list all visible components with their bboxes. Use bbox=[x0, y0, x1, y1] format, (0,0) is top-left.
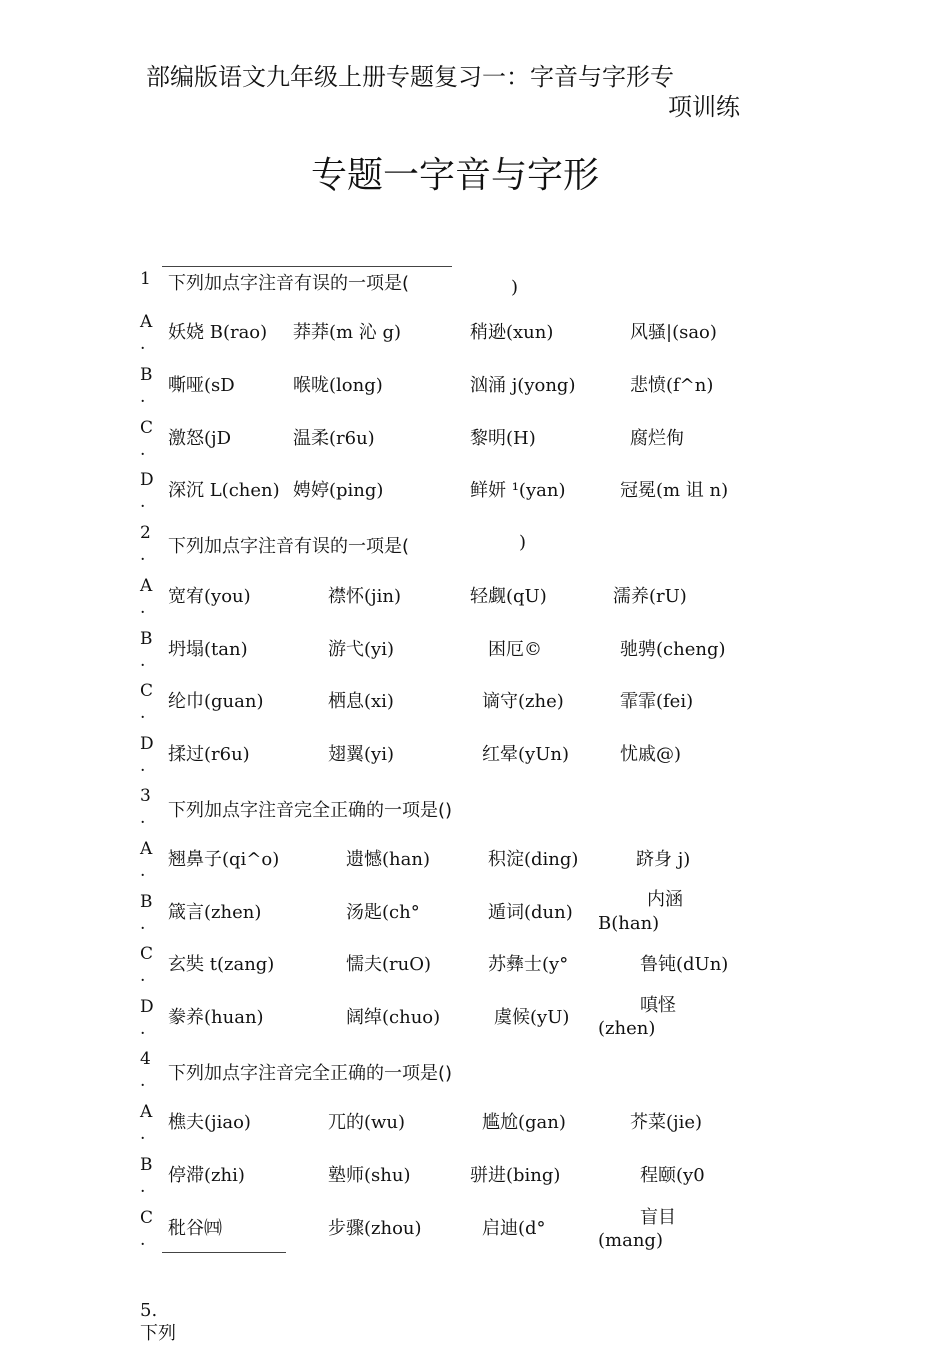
option-choice: 樵夫(jiao) bbox=[168, 1112, 251, 1133]
question-text: 下列加点字注音有误的一项是( bbox=[168, 273, 410, 294]
question-text: 下列加点字注音有误的一项是( bbox=[168, 536, 410, 557]
option-choice: 轻觑(qU) bbox=[470, 586, 547, 607]
option-choice: 冠冕(m 诅 n) bbox=[620, 480, 729, 501]
option-choice: 箴言(zhen) bbox=[168, 902, 262, 923]
option-choice: 内涵 bbox=[647, 889, 683, 910]
option-choice: 懦夫(ruO) bbox=[346, 954, 431, 975]
option-choice: 鲜妍 ¹(yan) bbox=[470, 480, 566, 501]
option-choice: 悲愤(f^n) bbox=[630, 375, 714, 396]
option-choice: 阔绰(chuo) bbox=[346, 1007, 441, 1028]
question-text: 下列加点字注音完全正确的一项是() bbox=[168, 800, 453, 821]
option-choice: 秕谷㈣ bbox=[168, 1218, 222, 1239]
question-text: 下列 bbox=[140, 1323, 176, 1344]
question-text: 下列加点字注音完全正确的一项是() bbox=[168, 1063, 453, 1084]
question-number: 3 . bbox=[140, 786, 151, 828]
option-choice: 翘鼻子(qi^o) bbox=[168, 849, 280, 870]
option-choice: 兀的(wu) bbox=[328, 1112, 406, 1133]
question-number: 1 bbox=[140, 269, 151, 289]
option-choice: 盲目 bbox=[640, 1207, 676, 1228]
option-choice: 喉咙(long) bbox=[293, 375, 383, 396]
option-choice: 停滞(zhi) bbox=[168, 1165, 245, 1186]
option-choice: 遗憾(han) bbox=[346, 849, 430, 870]
option-label: C . bbox=[140, 1208, 154, 1250]
option-choice: 玄奘 t(zang) bbox=[168, 954, 275, 975]
option-choice: 深沉 L(chen) bbox=[168, 480, 280, 501]
option-choice: B(han) bbox=[598, 913, 660, 934]
option-choice: 栖息(xi) bbox=[328, 691, 394, 712]
option-choice: 嘶哑(sD bbox=[168, 375, 235, 396]
option-label: B . bbox=[140, 892, 153, 934]
option-label: D . bbox=[140, 734, 154, 776]
option-choice: 虞候(yU) bbox=[494, 1007, 570, 1028]
option-choice: 游弋(yi) bbox=[328, 639, 394, 660]
option-choice: 豢养(huan) bbox=[168, 1007, 264, 1028]
option-choice: 襟怀(jin) bbox=[328, 586, 401, 607]
option-choice: 驰骋(cheng) bbox=[620, 639, 726, 660]
option-choice: 汹涌 j(yong) bbox=[470, 375, 576, 396]
option-choice: 启迪(d° bbox=[482, 1218, 546, 1239]
option-choice: 鲁钝(dUn) bbox=[640, 954, 729, 975]
option-label: C . bbox=[140, 681, 154, 723]
option-choice: 苏彝士(y° bbox=[488, 954, 569, 975]
option-label: A . bbox=[140, 312, 153, 354]
option-choice: 腐烂侚 bbox=[630, 428, 684, 449]
option-choice: 塾师(shu) bbox=[328, 1165, 411, 1186]
option-label: C . bbox=[140, 418, 154, 460]
bottom-divider bbox=[162, 1252, 286, 1253]
option-choice: 谪守(zhe) bbox=[482, 691, 564, 712]
question-number: 2 . bbox=[140, 523, 151, 565]
option-choice: 霏霏(fei) bbox=[620, 691, 694, 712]
option-choice: 程颐(y0 bbox=[640, 1165, 705, 1186]
answer-paren: ) bbox=[511, 277, 519, 298]
option-choice: 妖娆 B(rao) bbox=[168, 322, 268, 343]
option-choice: 芥菜(jie) bbox=[630, 1112, 703, 1133]
document-title bbox=[146, 62, 740, 122]
option-choice: 尴尬(gan) bbox=[482, 1112, 566, 1133]
option-label: A . bbox=[140, 1102, 153, 1144]
option-choice: 骈进(bing) bbox=[470, 1165, 561, 1186]
option-choice: 风骚|(sao) bbox=[630, 322, 717, 343]
title-line-2: 项训练 bbox=[668, 93, 740, 121]
option-choice: 温柔(r6u) bbox=[293, 428, 375, 449]
option-choice: (mang) bbox=[598, 1230, 663, 1251]
option-label: D . bbox=[140, 997, 154, 1039]
option-choice: 嗔怪 bbox=[640, 995, 676, 1016]
option-label: B . bbox=[140, 1155, 153, 1197]
option-choice: 黎明(H) bbox=[470, 428, 536, 449]
option-choice: 困厄© bbox=[488, 639, 542, 660]
option-label: D . bbox=[140, 470, 154, 512]
option-choice: (zhen) bbox=[598, 1018, 656, 1039]
option-choice: 稍逊(xun) bbox=[470, 322, 554, 343]
option-label: C . bbox=[140, 944, 154, 986]
question-number: 4 . bbox=[140, 1049, 151, 1091]
option-label: B . bbox=[140, 629, 153, 671]
option-label: A . bbox=[140, 839, 153, 881]
option-choice: 莽莽(m 沁 g) bbox=[293, 322, 402, 343]
option-choice: 揉过(r6u) bbox=[168, 744, 250, 765]
answer-paren: ) bbox=[519, 532, 527, 553]
option-choice: 忧戚@) bbox=[620, 744, 682, 765]
option-choice: 汤匙(ch° bbox=[346, 902, 420, 923]
option-choice: 翅翼(yi) bbox=[328, 744, 394, 765]
option-choice: 娉婷(ping) bbox=[293, 480, 384, 501]
option-choice: 宽宥(you) bbox=[168, 586, 251, 607]
option-choice: 濡养(rU) bbox=[613, 586, 687, 607]
option-label: A . bbox=[140, 576, 153, 618]
question-number: 5. bbox=[140, 1300, 158, 1321]
option-choice: 纶巾(guan) bbox=[168, 691, 264, 712]
option-choice: 跻身 j) bbox=[636, 849, 691, 870]
option-choice: 积淀(ding) bbox=[488, 849, 579, 870]
option-choice: 遁词(dun) bbox=[488, 902, 573, 923]
section-subtitle: 专题一字音与字形 bbox=[310, 155, 599, 196]
option-choice: 坍塌(tan) bbox=[168, 639, 248, 660]
option-choice: 激怒(jD bbox=[168, 428, 232, 449]
option-label: B . bbox=[140, 365, 153, 407]
option-choice: 步骤(zhou) bbox=[328, 1218, 422, 1239]
option-choice: 红晕(yUn) bbox=[482, 744, 569, 765]
top-divider bbox=[162, 266, 452, 267]
title-line-1: 部编版语文九年级上册专题复习一：字音与字形专 bbox=[146, 63, 674, 91]
